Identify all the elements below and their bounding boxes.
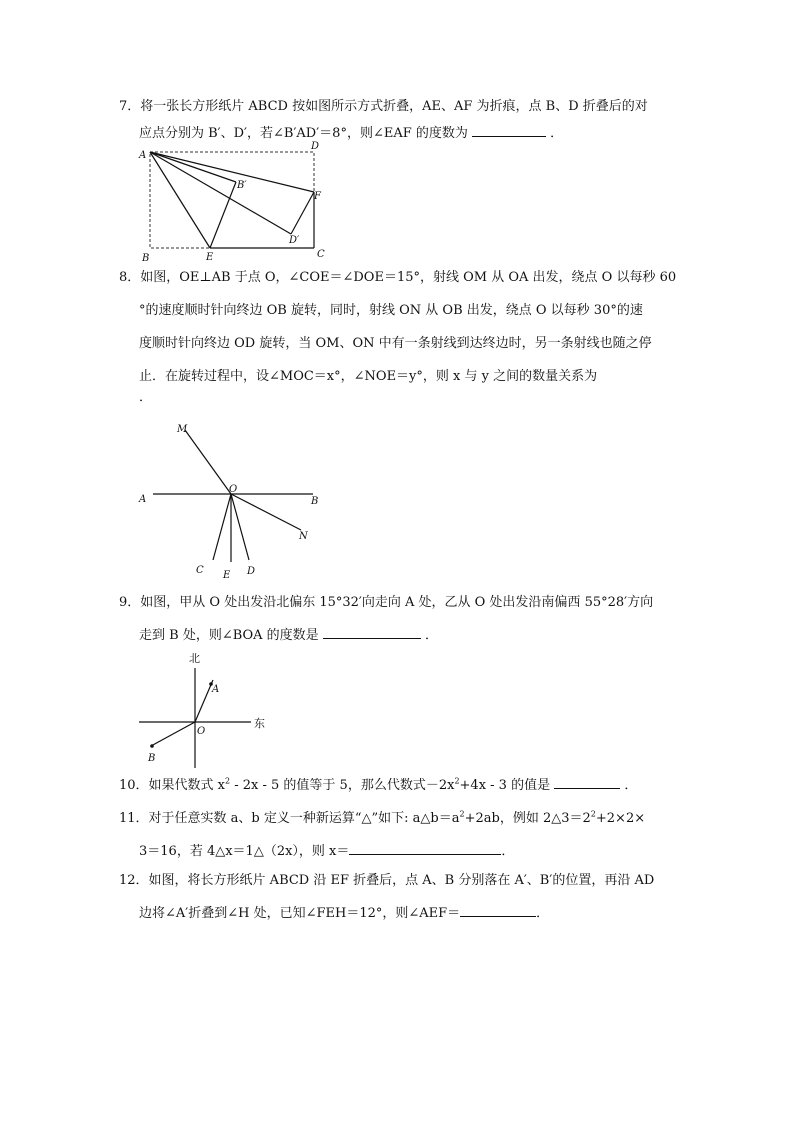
q7-label-f: F [314,191,321,202]
q11-answer-blank[interactable] [349,840,501,855]
question-12 [119,864,679,930]
q11-text-4: 3＝16，若 4△x＝1△（2x），则 x＝ [139,844,350,859]
q10-text-2: - 2x - 5 的值等于 5，那么代数式－2x [230,778,455,793]
question-11 [119,802,679,868]
q10-text-1: 10．如果代数式 x [119,778,226,793]
q8-label-o: O [229,484,238,495]
q8-label-b: B [311,496,319,507]
q10-exponent-1: 2 [225,776,231,786]
q8-label-m: M [177,424,188,435]
q9-ray-ob [151,722,195,746]
q9-line-1: 9．如图，甲从 O 处出发沿北偏东 15°32′向走向 A 处，乙从 O 处出发沿南偏西 55°28′方向 [119,595,654,610]
q10-exponent-2: 2 [454,776,460,786]
q10-end: ． [624,778,638,793]
q8-label-a: A [139,494,147,505]
q9-answer-blank[interactable] [323,624,421,639]
q7-fold-ae [150,152,210,248]
q9-line-2 [119,619,679,652]
q11-text-2: +2ab，例如 2△3＝2 [464,811,591,826]
q7-end: ． [550,126,564,141]
q7-fold-af [150,152,314,192]
q8-line-4: 止．在旋转过程中，设∠MOC＝x°，∠NOE＝y°，则 x 与 y 之间的数量关系为 [139,369,598,384]
q8-ray-od [231,494,249,560]
q7-label-b-prime: B′ [237,180,247,191]
q8-label-n: N [299,531,308,542]
question-7 [119,90,679,150]
q11-end: ． [501,844,515,859]
q12-end: ． [536,906,550,921]
q7-line-1: 7．将一张长方形纸片 ABCD 按如图所示方式折叠，AE、AF 为折痕，点 B、D 折叠后的对 [119,99,648,114]
q7-label-c: C [317,249,325,260]
q8-line-2: °的速度顺时针向终边 OB 旋转，同时，射线 ON 从 OB 出发，绕点 O 以每秒 30°的速 [139,303,643,318]
q7-figure [138,142,338,264]
q9-text: 走到 B 处，则∠BOA 的度数是 [139,628,319,643]
q11-text-1: 11．对于任意实数 a、b 定义一种新运算“△”如下: a△b＝a [119,811,460,826]
q10-answer-blank[interactable] [554,774,620,789]
q8-label-d: D [247,566,256,577]
q9-point-b [150,744,154,748]
q11-line-1 [119,802,679,835]
question-8 [119,261,679,414]
q11-exponent-1: 2 [459,809,465,819]
q10-line-1 [119,769,679,802]
q12-answer-blank[interactable] [460,902,536,917]
q7-label-e: E [206,252,214,263]
q9-label-a: A [212,684,220,695]
question-10 [119,769,679,802]
q9-label-b: B [148,753,156,764]
q8-line-1: 8．如图，OE⊥AB 于点 O，∠COE＝∠DOE＝15°，射线 OM 从 OA 出发，绕点 O 以每秒 60 [119,270,677,285]
q9-end: ． [424,628,438,643]
q10-text-3: +4x - 3 的值是 [459,778,551,793]
q7-label-d: D [311,141,320,152]
q12-text: 边将∠A′折叠到∠H 处，已知∠FEH＝12°，则∠AEF＝ [139,906,461,921]
q7-segment-d-prime-f [291,192,314,234]
q9-figure [135,650,285,770]
q12-line-2 [119,897,679,930]
q7-label-a: A [139,150,147,161]
q8-ray-on [231,494,301,530]
q8-ray-om [185,430,231,494]
q9-label-north: 北 [189,652,200,665]
question-9 [119,586,679,652]
q8-line-5: ． [139,390,153,405]
q8-line-3: 度顺时针向终边 OD 旋转，当 OM、ON 中有一条射线到达终边时，另一条射线也随之停 [139,336,652,351]
q7-text: 应点分别为 B′、D′，若∠B′AD′＝8°，则∠EAF 的度数为 [139,126,468,141]
q7-answer-blank[interactable] [472,122,546,137]
q9-label-o: O [197,726,206,737]
q11-exponent-2: 2 [590,809,596,819]
q11-text-3: +2×2× [595,811,646,826]
q7-label-d-prime: D′ [289,235,300,246]
q8-ray-oc [213,494,231,560]
q8-label-e: E [223,570,231,581]
q8-figure [135,418,335,583]
q7-segment-b-prime-e [210,182,236,248]
q9-ray-oa [195,680,213,722]
q9-label-east: 东 [254,717,265,730]
q7-label-b: B [142,253,150,264]
q8-label-c: C [196,565,204,576]
q12-line-1: 12．如图，将长方形纸片 ABCD 沿 EF 折叠后，点 A、B 分别落在 A′、B′的位置，再沿 AD [119,873,655,888]
